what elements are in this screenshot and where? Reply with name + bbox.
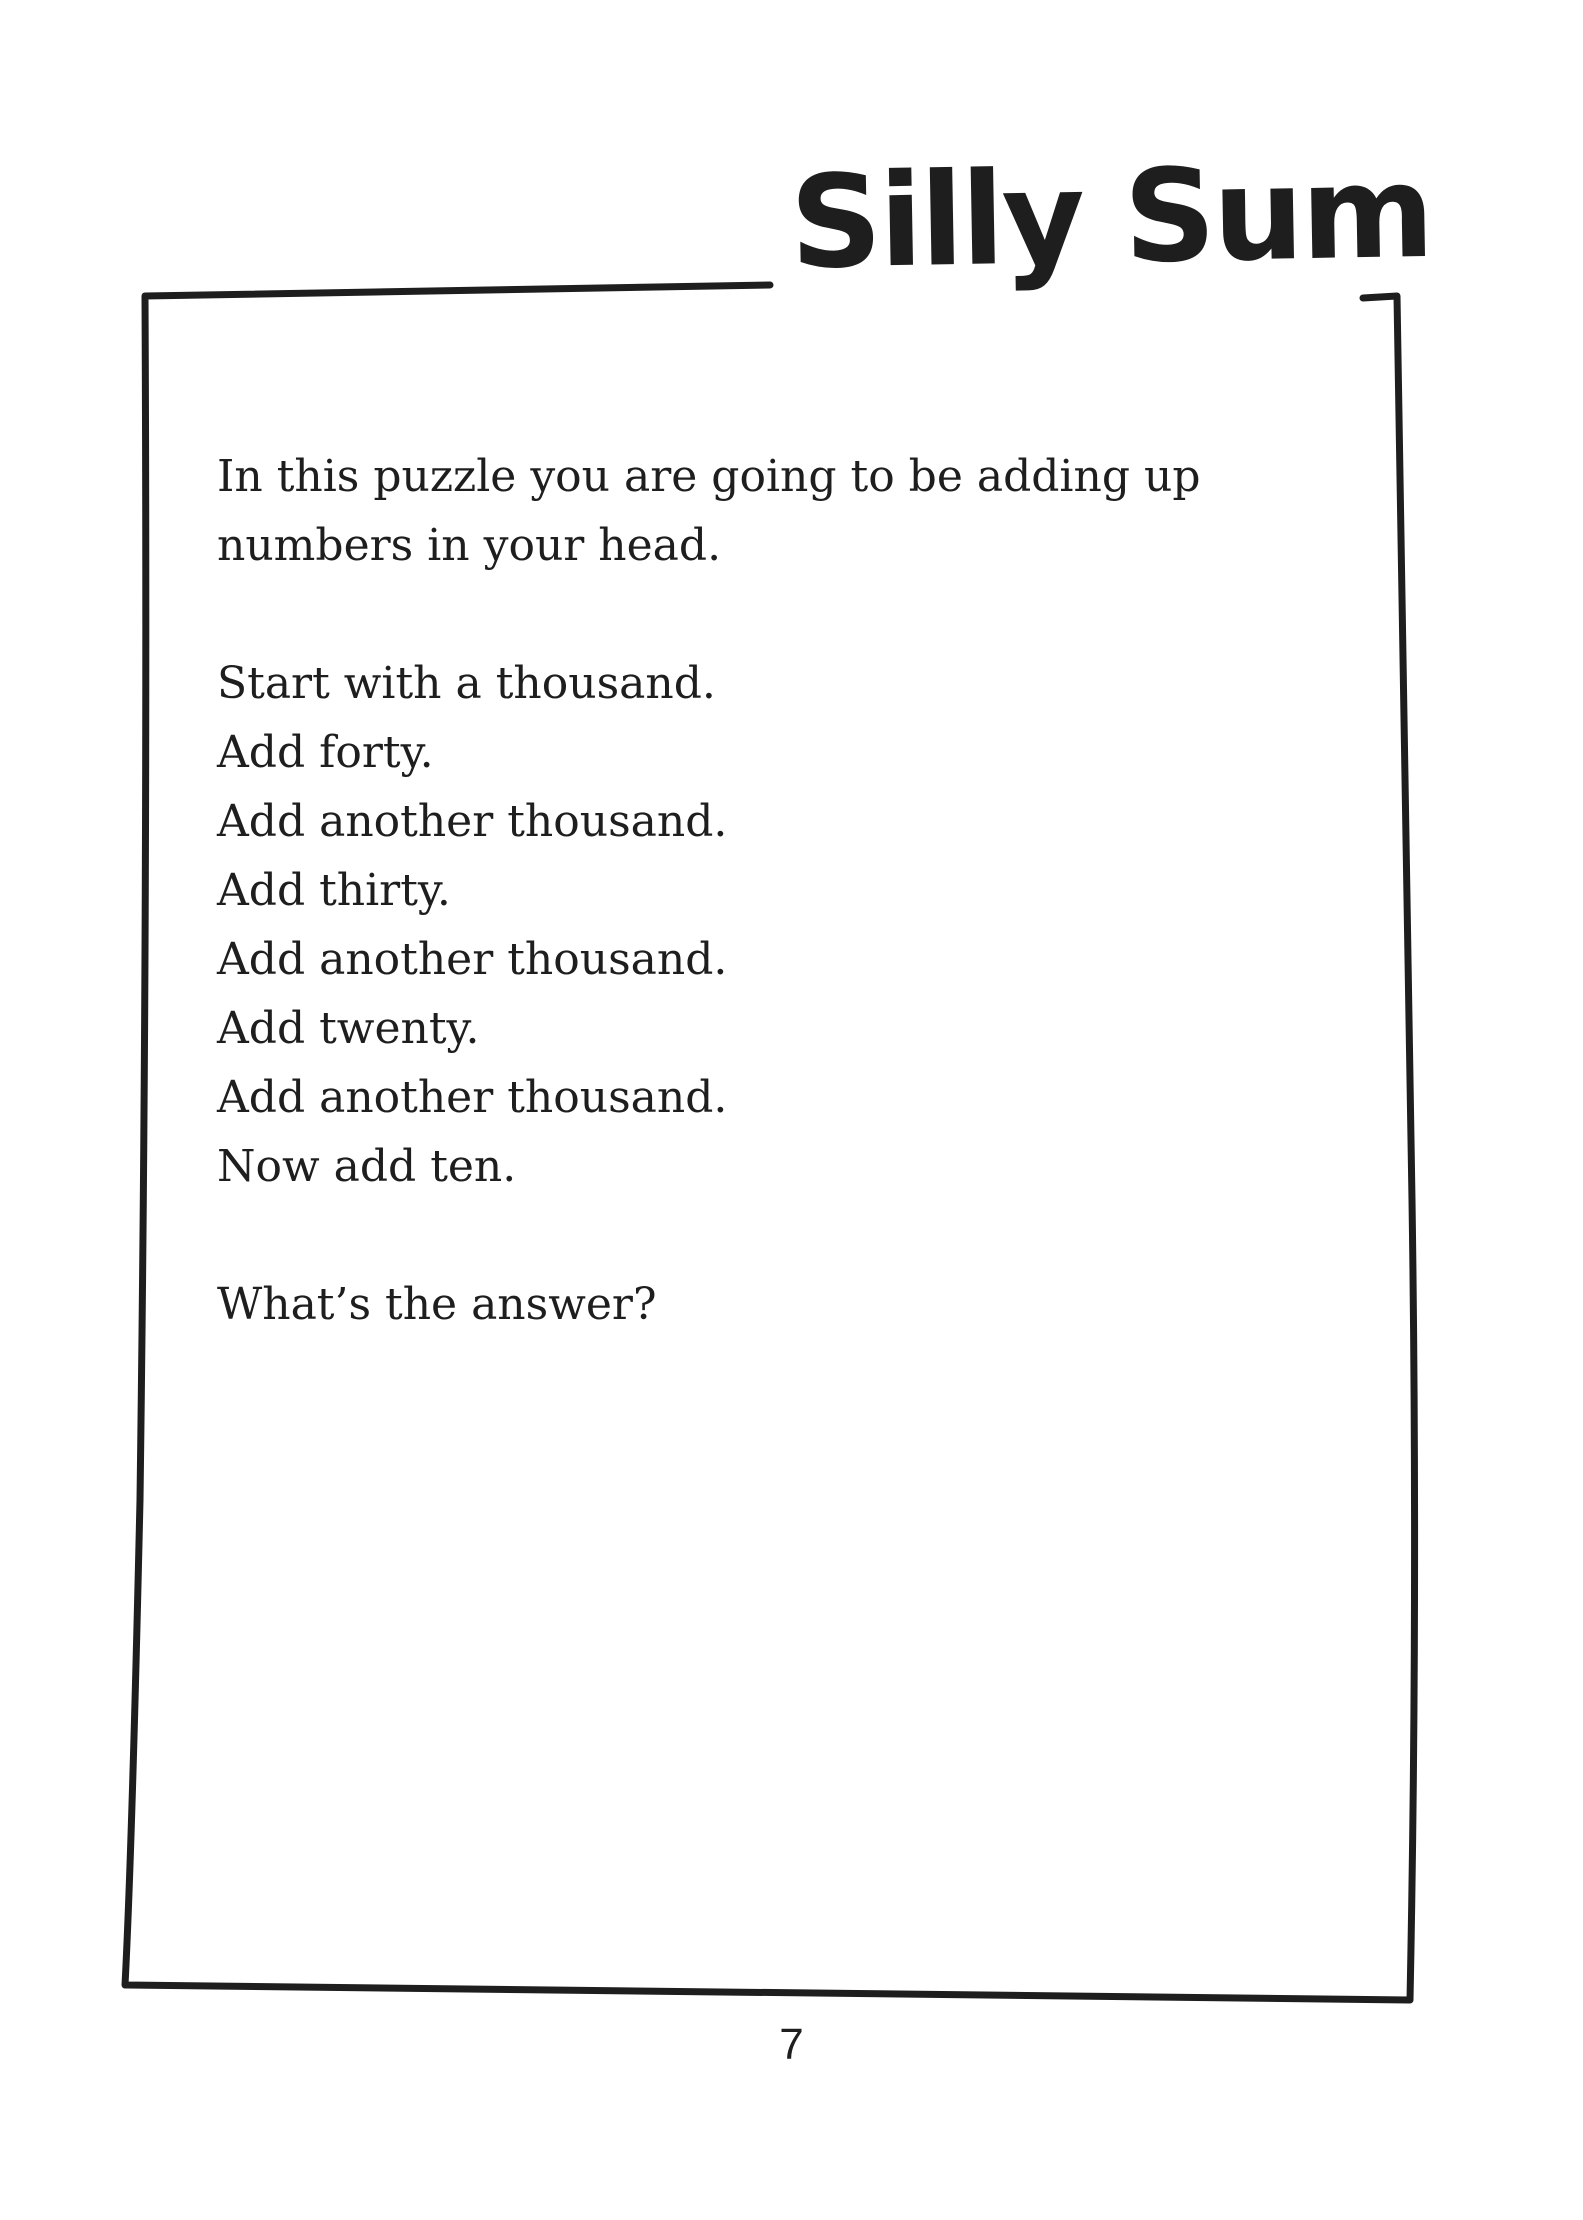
instruction-step: Add another thousand.	[217, 934, 728, 985]
instruction-step: Add forty.	[217, 727, 434, 778]
page-title: Silly Sum	[788, 137, 1433, 298]
intro-line: numbers in your head.	[217, 520, 722, 571]
instruction-step: Add another thousand.	[217, 796, 728, 847]
instruction-step: Start with a thousand.	[217, 658, 716, 709]
instruction-step: Add another thousand.	[217, 1072, 728, 1123]
instruction-step: Add thirty.	[217, 865, 451, 916]
instruction-step: Now add ten.	[217, 1141, 517, 1192]
page-number: 7	[779, 2020, 804, 2069]
puzzle-text	[217, 442, 1317, 1339]
instruction-step: Add twenty.	[217, 1003, 480, 1054]
intro-line: In this puzzle you are going to be adding up	[217, 451, 1201, 502]
question: What’s the answer?	[217, 1279, 657, 1330]
